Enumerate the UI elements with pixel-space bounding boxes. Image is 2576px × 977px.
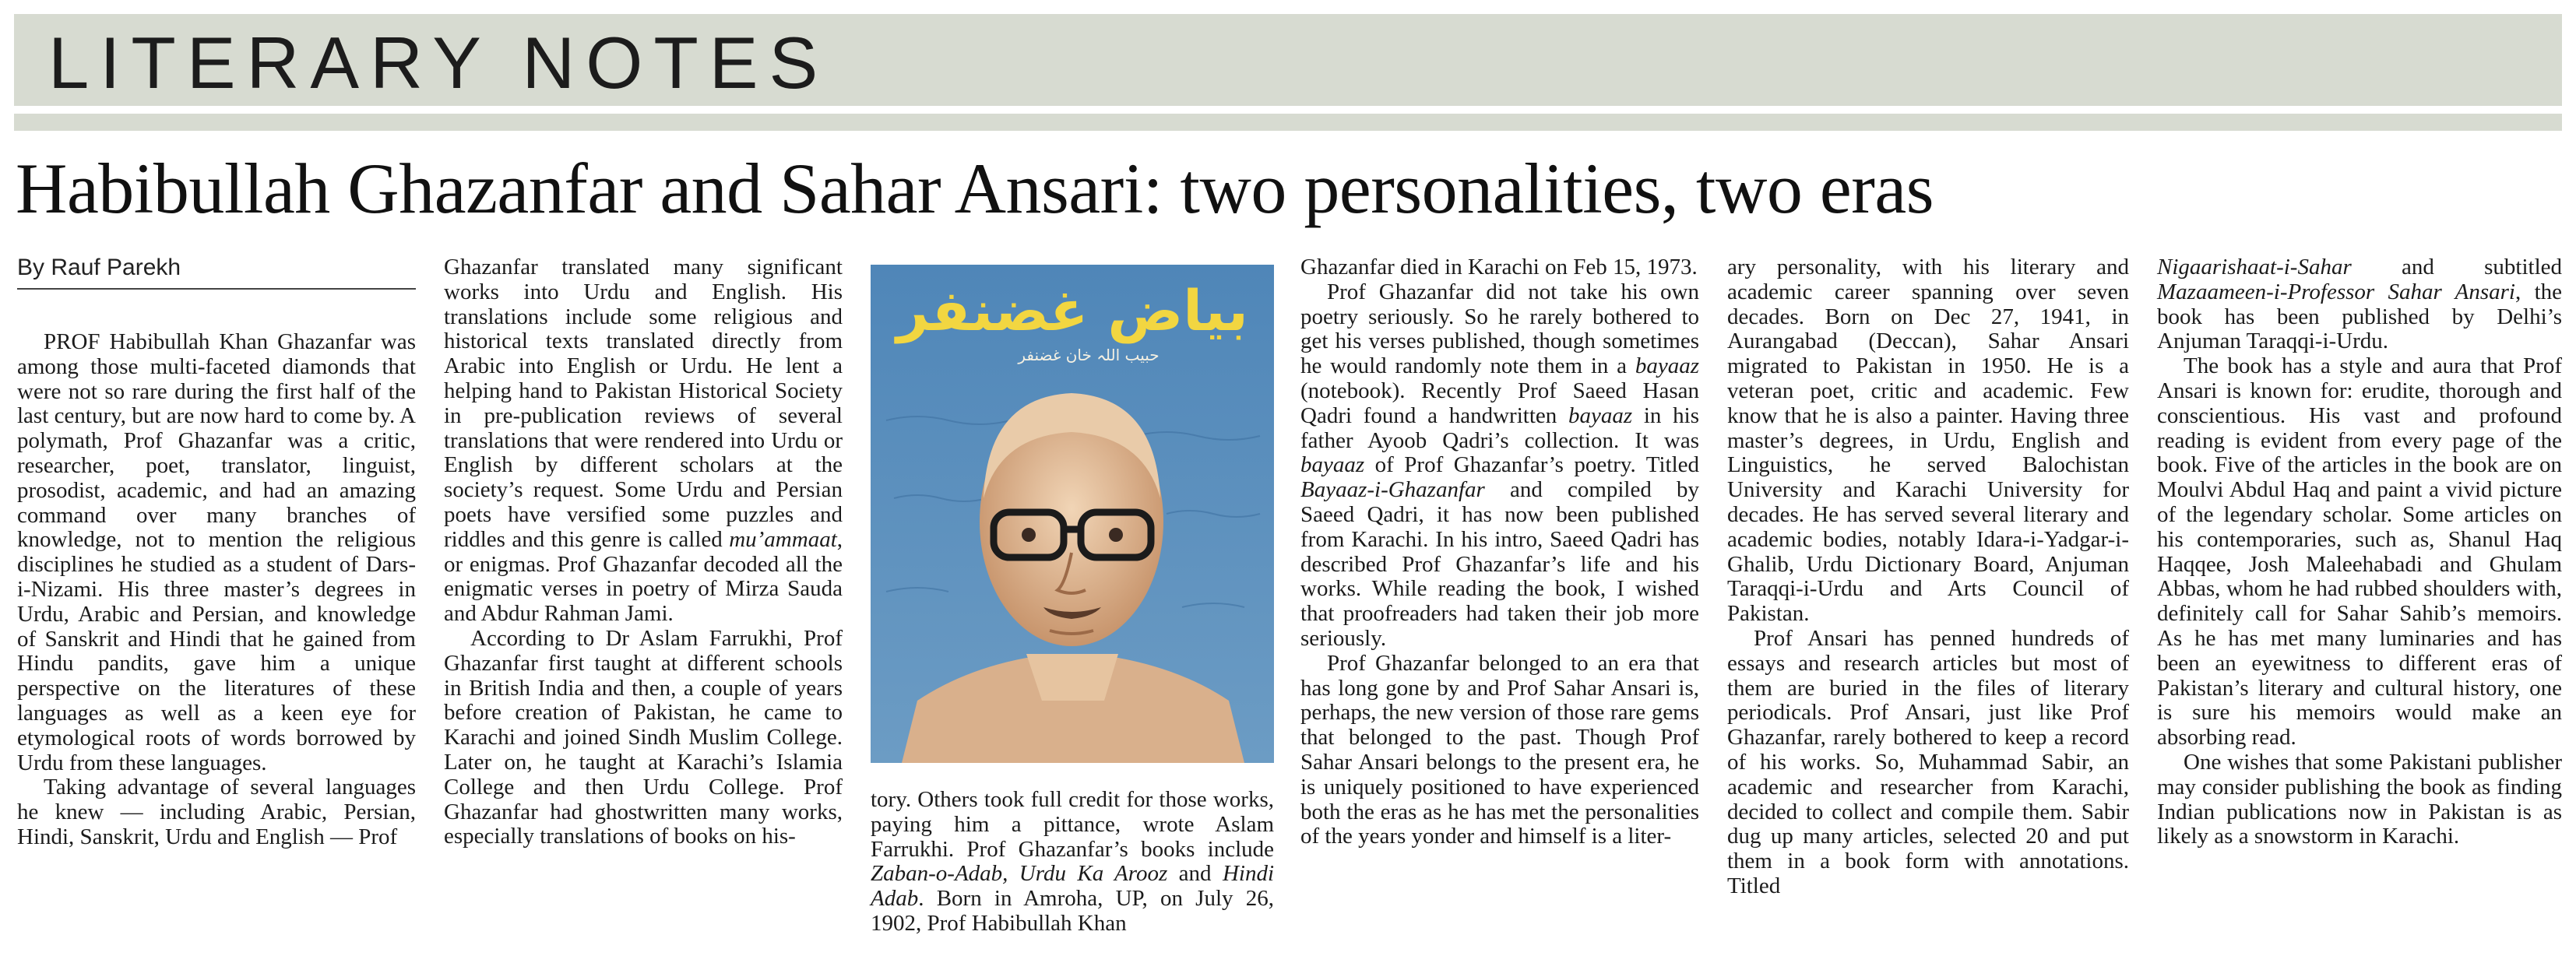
headline: Habibullah Ghazanfar and Sahar Ansari: two personalities, two eras [16, 149, 1934, 228]
article-column-5 [1727, 255, 2129, 968]
paragraph [1300, 280, 1699, 652]
text-run: and [1167, 861, 1223, 887]
text-run: in his father Ayoob Qadri’s collection. It was [1300, 402, 1699, 453]
paragraph: According to Dr Aslam Farrukhi, Prof Ghazanfar first taught at different schools in British India and then, a couple of years before creation of Pakistan, he came to Karachi and joined Sindh Muslim College. Later on, he taught at Karachi’s Islamia College and then Urdu College. Prof Ghazanfar had ghostwritten many works, especially translations of books on his- [444, 625, 843, 849]
paragraph: PROF Habibullah Khan Ghazanfar was among those multi-faceted diamonds that were not so rare during the first half of the last century, but are now hard to come by. A polymath, Prof Ghazanfar was a critic, researcher, poet, translator, linguist, prosodist, academic, and had an amazing command over many branches of knowledge, not to mention the religious disciplines he studied as a student of Dars-i-Nizami. His three master’s degrees in Urdu, Arabic and Persian, and knowledge of Sanskrit and Hindi that he gained from Hindu pandits, gave him a unique perspective on the literatures of these languages as well as a keen eye for etymological roots of words borrowed by Urdu from these languages. [17, 329, 416, 775]
paragraph: Ghazanfar died in Karachi on Feb 15, 1973. [1300, 255, 1698, 279]
paragraph [2157, 255, 2562, 354]
italic-term: bayaaz [1568, 402, 1633, 428]
article-column-3 [871, 788, 1274, 968]
paragraph: ary personality, with his literary and academic career spanning over seven decades. Born on Dec 27, 1941, in Aurangabad (Deccan), Sahar Ansari migrated to Pakistan in 1950. He is a veteran poet, critic and academic. Few know that he is also a painter. Having three master’s degrees, in Urdu, English and Linguistics, he served Balochistan University and Karachi University for decades. He has served several literary and academic bodies, notably Idara-i-Yadgar-i-Ghalib, Urdu Dictionary Board, Anjuman Taraqqi-i-Urdu and Arts Council of Pakistan. [1727, 255, 2129, 627]
book-title: Zaban-o-Adab, Urdu Ka Arooz [871, 861, 1168, 887]
text-run: (notebook). Recently Prof Saeed Hasan Qadri found a handwritten [1300, 378, 1699, 428]
text-run: . Born in Amroha, UP, on July 26, 1902, Prof Habibullah Khan [871, 886, 1274, 936]
text-run: and subtitled [2351, 255, 2562, 279]
paragraph: Prof Ghazanfar belonged to an era that has long gone by and Prof Sahar Ansari is, perhaps, the new version of those rare gems that belonged to the past. Though Prof Sahar Ansari belongs to the present era, he is uniquely positioned to have experienced both the eras as he has met the personalities of the years yonder and himself is a liter- [1300, 650, 1699, 849]
italic-term: mu’ammaat [729, 526, 837, 552]
paragraph: Taking advantage of several languages he knew — including Arabic, Persian, Hindi, Sanskrit, Urdu and English — Prof [17, 775, 416, 849]
paragraph: The book has a style and aura that Prof Ansari is known for: erudite, thorough and conscientious. His vast and profound reading is evident from every page of the book. Five of the articles in the book are on Moulvi Abdul Haq and paint a vivid picture of the legendary scholar. Some articles on his contemporaries, such as, Shanul Haq Haqqee, Josh Maleehabadi and Ghulam Abbas, whom he had rubbed shoulders with, definitely call for Sahar Sahib’s memoirs. As he has met many luminaries and has been an eyewitness to different eras of Pakistan’s literary and cultural history, one is sure his memoirs would make an absorbing read. [2157, 353, 2562, 750]
byline-rule [17, 288, 416, 290]
italic-term: bayaaz [1635, 353, 1699, 379]
text-run: Ghazanfar translated many significant works into Urdu and English. His translations include some religious and historical texts translated directly from Arabic into English or Urdu. He lent a helping hand to Pakistan Historical Society in pre-publication reviews of several translations that were rendered into Urdu or English by different scholars at the society’s request. Some Urdu and Persian poets have versified some puzzles and riddles and this genre is called [444, 255, 843, 552]
article-column-6 [2157, 255, 2562, 968]
article-column-1 [17, 330, 416, 968]
book-cover-photo [871, 265, 1274, 763]
paragraph [871, 788, 1274, 937]
paragraph: One wishes that some Pakistani publisher may consider publishing the book as finding Indian publications now in Pakistan is as likely as a snowstorm in Karachi. [2157, 749, 2562, 849]
text-run: tory. Others took full credit for those works, paying him a pittance, wrote Aslam Farrukhi. Prof Ghazanfar’s books include [871, 787, 1274, 862]
text-run: Prof Ghazanfar did not take his own poetry seriously. So he rarely bothered to get his verses published, though sometimes he would randomly note them in a [1300, 279, 1699, 379]
article-column-2 [444, 255, 843, 968]
text-run: of Prof Ghazanfar’s poetry. Titled [1364, 452, 1699, 478]
book-title: Hindi Adab [871, 861, 1275, 912]
book-title: Bayaaz-i-Ghazanfar [1300, 477, 1485, 503]
book-subtitle: Mazaameen-i-Professor Sahar Ansari [2157, 279, 2515, 304]
paragraph: Prof Ansari has penned hundreds of essays and research articles but most of them are buried in the files of literary periodicals. Prof Ansari, just like Prof Ghazanfar, rarely bothered to keep a record of his works. So, Muhammad Sabir, an academic and researcher from Karachi, decided to collect and compile them. Sabir dug up many articles, selected 20 and put them in a book form with annotations. Titled [1727, 625, 2129, 898]
paragraph [444, 255, 843, 627]
article-column-4 [1300, 255, 1699, 968]
text-run: , the book has been published by Delhi’s Anjuman Taraqqi-i-Urdu. [2157, 279, 2562, 354]
section-title: LITERARY NOTES [48, 22, 829, 104]
text-run: , or enigmas. Prof Ghazanfar decoded all the enigmatic verses in poetry of Mirza Sauda and Abdur Rahman Jami. [444, 526, 843, 627]
byline: By Rauf Parekh [17, 255, 181, 280]
book-title-urdu: بیاض غضنفر [896, 278, 1248, 343]
text-run: and compiled by Saeed Qadri, it has now been published from Karachi. In his intro, Saeed Qadri has described Prof Ghazanfar’s life and his works. While reading the book, I wished that proofreaders had taken their job more seriously. [1300, 477, 1699, 651]
book-title: Nigaarishaat-i-Sahar [2157, 255, 2352, 279]
section-divider [14, 114, 2562, 131]
book-subtitle-urdu: حبیب اللہ خان غضنفر [1018, 346, 1160, 364]
italic-term: bayaaz [1300, 452, 1365, 478]
